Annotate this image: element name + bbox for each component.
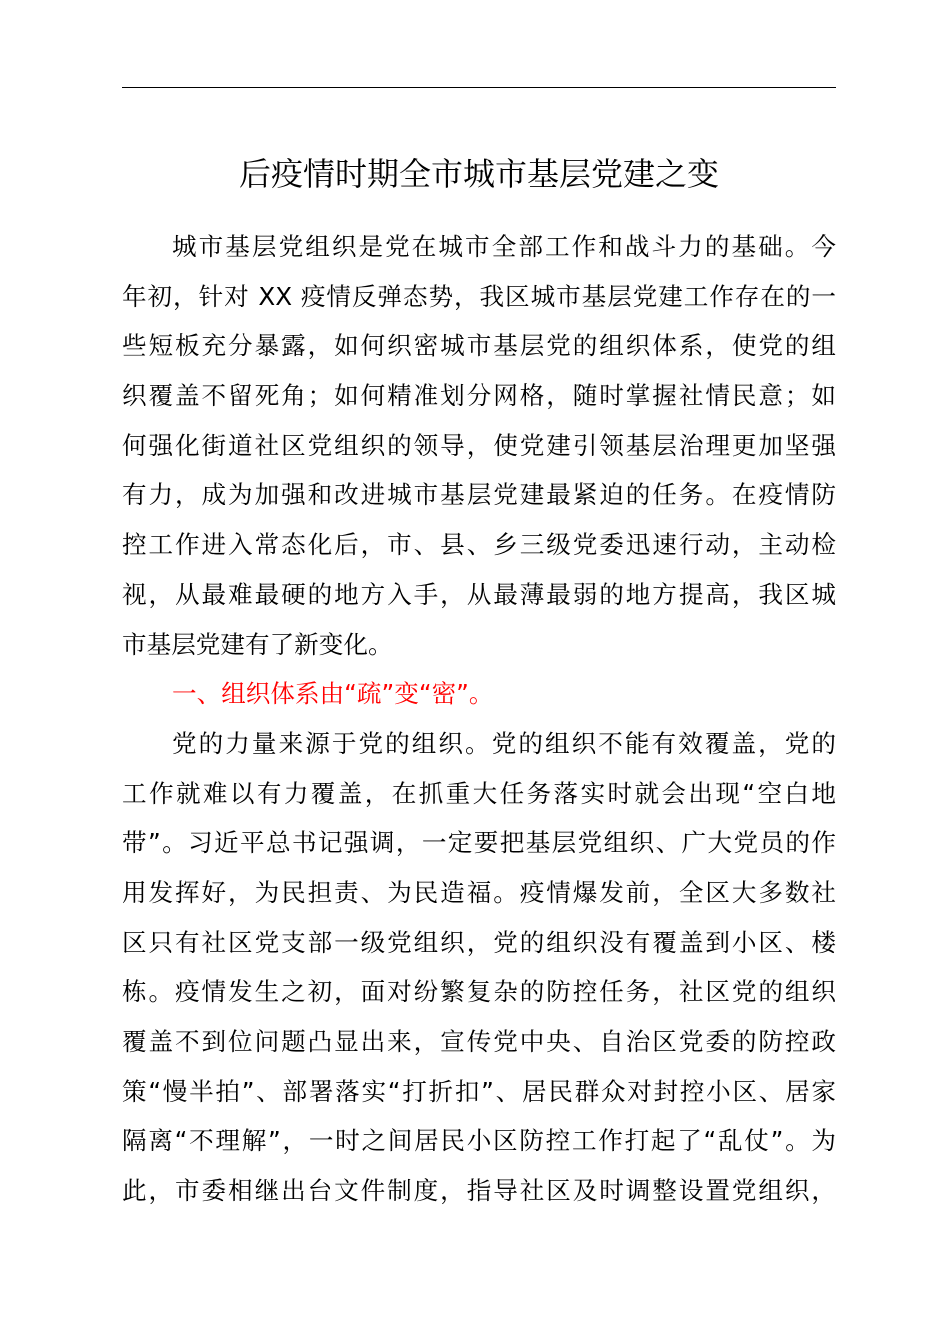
header-rule	[122, 87, 836, 88]
document-title: 后疫情时期全市城市基层党建之变	[238, 155, 719, 193]
text-line: 用发挥好，为民担责、为民造福。疫情爆发前，全区大多数社	[122, 877, 836, 907]
text-line: 策“慢半拍”、部署落实“打折扣”、居民群众对封控小区、居家	[122, 1076, 836, 1106]
text-line: 隔离“不理解”，一时之间居民小区防控工作打起了“乱仗”。为	[122, 1126, 836, 1156]
text-line: 控工作进入常态化后，市、县、乡三级党委迅速行动，主动检	[122, 530, 836, 560]
text-line: 此，市委相继出台文件制度，指导社区及时调整设置党组织，	[122, 1176, 836, 1206]
text-line: 栋。疫情发生之初，面对纷繁复杂的防控任务，社区党的组织	[122, 977, 836, 1007]
text-line: 工作就难以有力覆盖，在抓重大任务落实时就会出现“空白地	[122, 778, 836, 808]
text-line: 何强化街道社区党组织的领导，使党建引领基层治理更加坚强	[122, 430, 836, 460]
text-line: 带”。习近平总书记强调，一定要把基层党组织、广大党员的作	[122, 828, 836, 858]
text-line: 覆盖不到位问题凸显出来，宣传党中央、自治区党委的防控政	[122, 1027, 836, 1056]
text-line: 有力，成为加强和改进城市基层党建最紧迫的任务。在疫情防	[122, 480, 836, 510]
paragraph-section-one	[122, 719, 836, 1216]
section-heading: 一、组织体系由“疏”变“密”。	[172, 679, 494, 709]
text-line: 市基层党建有了新变化。	[122, 629, 393, 659]
text-line: 视，从最难最硬的地方入手，从最薄最弱的地方提高，我区城	[122, 579, 836, 609]
text-line: 城市基层党组织是党在城市全部工作和战斗力的基础。今	[172, 232, 836, 261]
document-body	[122, 222, 836, 1216]
text-line: 些短板充分暴露，如何织密城市基层党的组织体系，使党的组	[122, 331, 836, 361]
text-line: 区只有社区党支部一级党组织，党的组织没有覆盖到小区、楼	[122, 927, 836, 957]
text-line: 党的力量来源于党的组织。党的组织不能有效覆盖，党的	[172, 728, 836, 758]
text-line: 织覆盖不留死角；如何精准划分网格，随时掌握社情民意；如	[122, 381, 836, 411]
paragraph-intro	[122, 222, 836, 669]
text-line: 年初，针对 XX 疫情反弹态势，我区城市基层党建工作存在的一	[122, 281, 836, 311]
